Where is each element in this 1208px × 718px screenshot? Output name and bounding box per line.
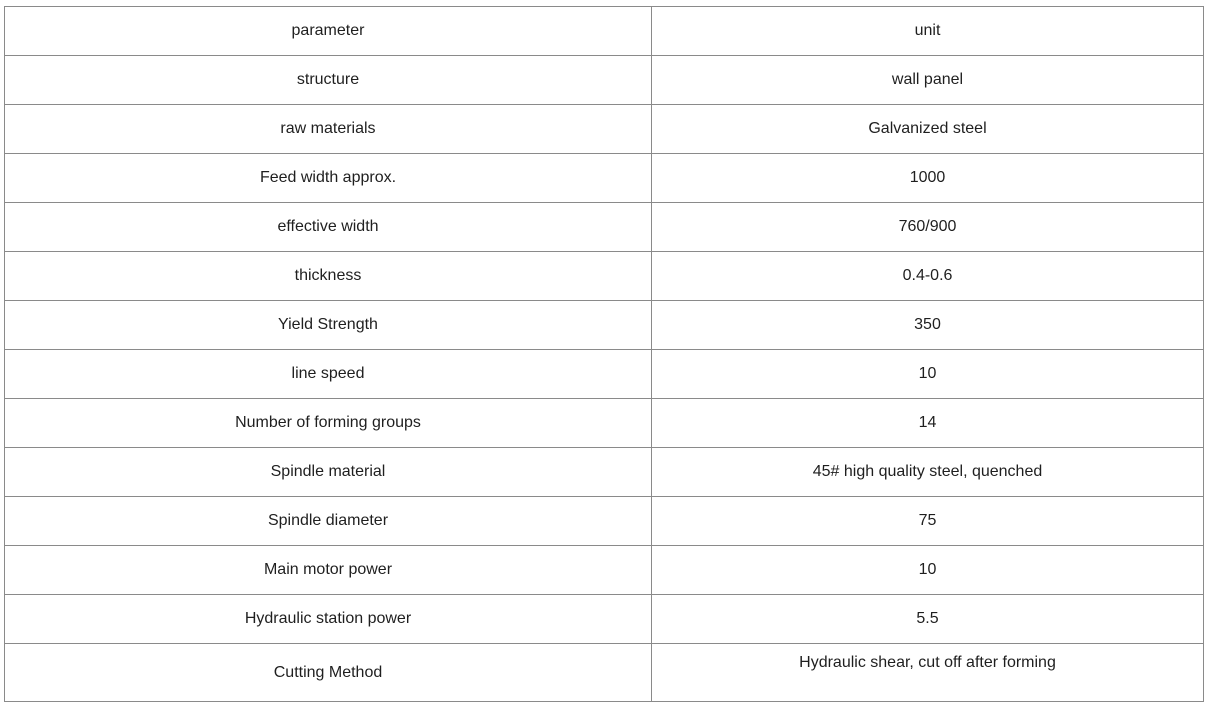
table-row	[5, 595, 1204, 644]
value-cell: 5.5	[652, 595, 1204, 644]
table-row	[5, 644, 1204, 702]
table-row	[5, 56, 1204, 105]
param-cell: Yield Strength	[5, 301, 652, 350]
param-cell: raw materials	[5, 105, 652, 154]
param-cell: Spindle material	[5, 448, 652, 497]
param-cell: parameter	[5, 7, 652, 56]
value-cell: Hydraulic shear, cut off after forming	[652, 644, 1204, 702]
value-cell: 45# high quality steel, quenched	[652, 448, 1204, 497]
param-cell: structure	[5, 56, 652, 105]
value-cell: wall panel	[652, 56, 1204, 105]
table-row	[5, 350, 1204, 399]
value-cell: 0.4-0.6	[652, 252, 1204, 301]
param-cell: Cutting Method	[5, 644, 652, 702]
table-row	[5, 252, 1204, 301]
param-cell: Main motor power	[5, 546, 652, 595]
value-cell: 75	[652, 497, 1204, 546]
table-row	[5, 203, 1204, 252]
value-cell: 14	[652, 399, 1204, 448]
table-row	[5, 7, 1204, 56]
table-row	[5, 546, 1204, 595]
param-cell: effective width	[5, 203, 652, 252]
value-cell: 10	[652, 546, 1204, 595]
param-cell: Feed width approx.	[5, 154, 652, 203]
param-cell: Number of forming groups	[5, 399, 652, 448]
table-row	[5, 105, 1204, 154]
value-cell: 10	[652, 350, 1204, 399]
table-row	[5, 497, 1204, 546]
spec-table-body	[5, 7, 1204, 702]
value-cell: 760/900	[652, 203, 1204, 252]
value-cell: 1000	[652, 154, 1204, 203]
value-cell: unit	[652, 7, 1204, 56]
param-cell: thickness	[5, 252, 652, 301]
spec-table	[4, 6, 1204, 702]
table-row	[5, 399, 1204, 448]
table-row	[5, 448, 1204, 497]
table-row	[5, 301, 1204, 350]
value-cell: Galvanized steel	[652, 105, 1204, 154]
table-row	[5, 154, 1204, 203]
param-cell: Hydraulic station power	[5, 595, 652, 644]
param-cell: Spindle diameter	[5, 497, 652, 546]
value-cell: 350	[652, 301, 1204, 350]
param-cell: line speed	[5, 350, 652, 399]
